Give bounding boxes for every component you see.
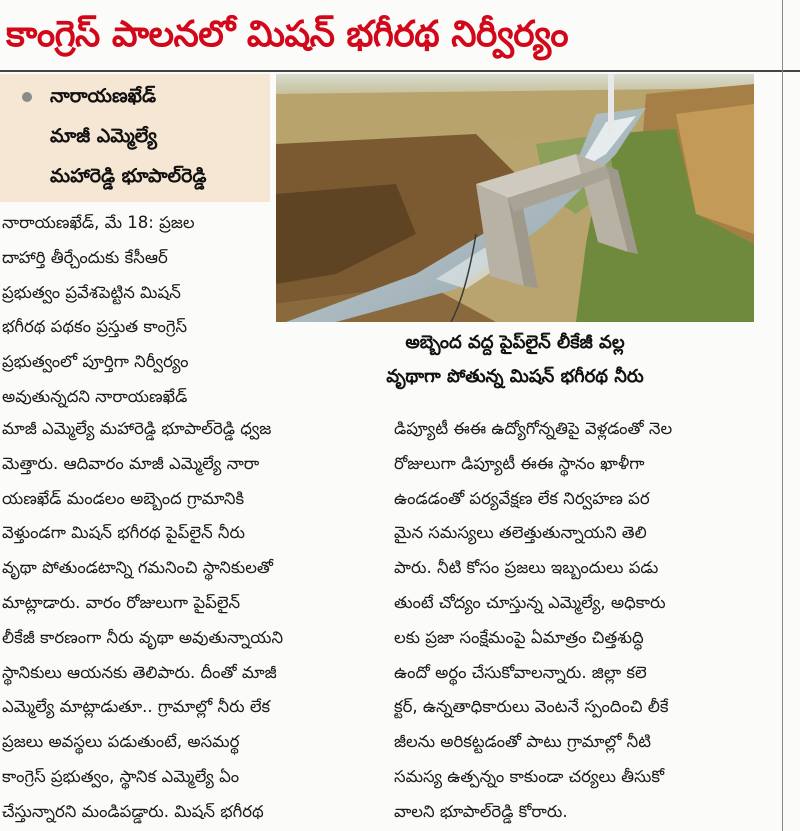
article-line: వెళ్తుండగా మిషన్ భగీరథ పైప్‌లైన్ నీరు	[2, 523, 245, 543]
article-line: అవుతున్నదని నారాయణఖేడ్	[2, 386, 188, 406]
article-line: లకు ప్రజా సంక్షేమంపై ఏమాత్రం చిత్తశుద్ధి	[394, 627, 644, 647]
article-line: ఉండడంతో పర్యవేక్షణ లేక నిర్వహణ పర	[394, 488, 650, 508]
article-line: క్టర్, ఉన్నతాధికారులు వెంటనే స్పందించి లీకే	[394, 697, 669, 717]
quote-box-location: నారాయణఖేడ్	[50, 85, 157, 107]
headline: కాంగ్రెస్ పాలనలో మిషన్ భగీరథ నిర్వీర్యం	[6, 14, 569, 55]
article-line: సమస్య ఉత్పన్నం కాకుండా చర్యలు తీసుకో	[394, 766, 665, 786]
quote-box	[0, 74, 270, 202]
article-line: తుంటే చోద్యం చూస్తున్న ఎమ్మెల్యే, అధికారు	[394, 592, 666, 612]
article-column-1-top	[2, 206, 268, 415]
article-line: మాట్లాడారు. వారం రోజులుగా పైప్‌లైన్	[2, 592, 241, 612]
article-line: రోజులుగా డిప్యూటీ ఈఈ స్థానం ఖాళీగా	[394, 453, 645, 473]
article-line: ప్రభుత్వం ప్రవేశపెట్టిన మిషన్	[2, 282, 181, 302]
article-line: ఉందో అర్థం చేసుకోవాలన్నారు. జిల్లా కలె	[394, 662, 647, 682]
article-line: భగీరథ పథకం ప్రస్తుత కాంగ్రెస్	[2, 317, 188, 337]
article-line: దాహార్తి తీర్చేందుకు కేసీఆర్	[2, 247, 168, 267]
article-line: మైన సమస్యలు తలెత్తుతున్నాయని తెలి	[394, 523, 647, 543]
article-line: వృథా పోతుండటాన్ని గమనించి స్థానికులతో	[2, 558, 274, 578]
quote-box-person: మహారెడ్డి భూపాల్‌రెడ్డి	[50, 165, 207, 187]
bullet-icon	[22, 92, 32, 102]
photo-caption-line-1: అబ్బెంద వద్ద పైప్‌లైన్ లీకేజీ వల్ల	[405, 332, 625, 353]
article-line: మాజీ ఎమ్మెల్యే మహారెడ్డి భూపాల్‌రెడ్డి ధ్వజ	[2, 419, 272, 438]
article-line: ఎమ్మెల్యే మాట్లాడుతూ.. గ్రామాల్లో నీరు లేక	[2, 697, 271, 717]
headline-rule	[0, 70, 800, 72]
article-line: వాలని భూపాల్‌రెడ్డి కోరారు.	[394, 801, 568, 821]
article-line: జీలను అరికట్టడంతో పాటు గ్రామాల్లో నీటి	[394, 732, 651, 752]
article-line: ప్రజలు అవస్థలు పడుతుంటే, అసమర్థ	[2, 732, 240, 752]
article-line: స్థానికులు ఆయనకు తెలిపారు. దీంతో మాజీ	[2, 662, 277, 682]
article-line: పారు. నీటి కోసం ప్రజలు ఇబ్బందులు పడు	[394, 558, 659, 578]
article-line: ప్రభుత్వంలో పూర్తిగా నిర్వీర్యం	[2, 352, 189, 372]
article-column-1-bottom	[2, 412, 382, 830]
article-line: డిప్యూటీ ఈఈ ఉద్యోగోన్నతిపై వెళ్లడంతో నెల	[394, 419, 673, 438]
page-edge-rule	[782, 0, 783, 831]
pipeline-leak-photo	[276, 74, 754, 322]
news-photo	[276, 74, 754, 322]
article-line: మెత్తారు. ఆదివారం మాజీ ఎమ్మెల్యే నారా	[2, 453, 260, 473]
article-line: లీకేజీ కారణంగా నీరు వృథా అవుతున్నాయని	[2, 627, 284, 647]
article-column-2	[394, 412, 778, 830]
article-line: చేస్తున్నారని మండిపడ్డారు. మిషన్ భగీరథ	[2, 801, 264, 821]
article-line: నారాయణఖేడ్, మే 18: ప్రజల	[2, 213, 195, 232]
photo-caption-line-2: వృథాగా పోతున్న మిషన్ భగీరథ నీరు	[386, 366, 644, 387]
article-line: యణఖేడ్ మండలం అబ్బెంద గ్రామానికి	[2, 488, 245, 508]
article-line: కాంగ్రెస్ ప్రభుత్వం, స్థానిక ఎమ్మెల్యే ఏం	[2, 766, 240, 786]
quote-box-designation: మాజీ ఎమ్మెల్యే	[50, 125, 157, 147]
